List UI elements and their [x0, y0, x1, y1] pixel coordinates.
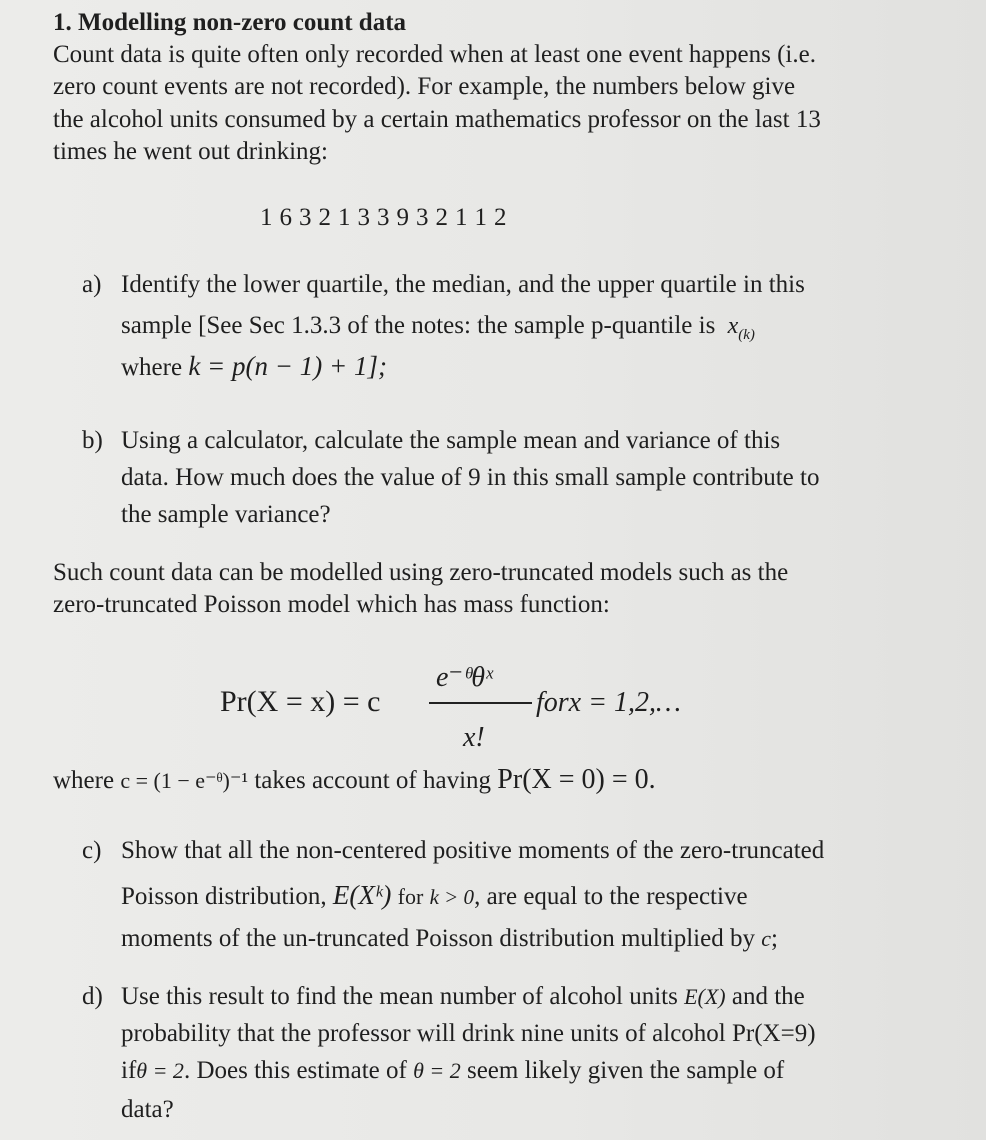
part-c-line-2: [121, 880, 748, 912]
data-value: 1: [338, 204, 351, 231]
fraction-bar: [429, 702, 532, 704]
intro-line-3: the alcohol units consumed by a certain mathematics professor on the last 13: [53, 106, 821, 133]
data-value: 3: [416, 204, 429, 231]
normalizing-constant: c = (1 − e⁻ᶿ)⁻¹: [120, 768, 249, 793]
part-d-line-4: data?: [121, 1096, 174, 1123]
intro-line-2: zero count events are not recorded). For example, the numbers below give: [53, 73, 796, 100]
moment-expression: E(Xᵏ): [332, 880, 392, 910]
part-c-line-1: Show that all the non-centered positive moments of the zero-truncated: [121, 837, 825, 864]
quantile-subscript: (k): [738, 327, 755, 343]
formula-numerator: e⁻ᶿθˣ: [436, 662, 493, 693]
data-value: 1: [455, 204, 468, 231]
part-a-where: where: [121, 354, 183, 381]
data-value: 2: [435, 204, 448, 231]
model-intro-line-2: zero-truncated Poisson model which has mass function:: [53, 591, 610, 618]
part-b-label: b): [82, 427, 103, 454]
part-b-line-1: Using a calculator, calculate the sample mean and variance of this: [121, 427, 781, 454]
quantile-index-formula: k = p(n − 1) + 1];: [188, 351, 387, 381]
data-value: 1: [260, 204, 273, 231]
part-d-line-3-b: . Does this estimate of: [183, 1057, 407, 1084]
k-condition: k > 0: [429, 885, 475, 909]
quantile-symbol: x: [727, 313, 739, 339]
where-middle: takes account of having: [254, 767, 492, 794]
part-b-line-3: the sample variance?: [121, 501, 331, 528]
data-value: 3: [377, 204, 390, 231]
part-c-line-2-a: Poisson distribution,: [121, 883, 327, 910]
data-value: 3: [357, 204, 370, 231]
part-d-line-3-a: if: [121, 1057, 137, 1084]
data-value: 6: [279, 204, 292, 231]
part-d-line-1-b: and the: [731, 983, 805, 1010]
part-d-label: d): [82, 983, 103, 1010]
part-a-line-2-text: sample [See Sec 1.3.3 of the notes: the sample p-quantile is: [121, 312, 716, 339]
where-line: [53, 765, 656, 796]
data-value: 9: [396, 204, 409, 231]
part-a-line-2: [121, 311, 755, 350]
part-c-line-3-b: ;: [771, 925, 778, 952]
part-a-label: a): [82, 271, 102, 298]
intro-line-1: Count data is quite often only recorded when at least one event happens (i.e.: [53, 41, 816, 68]
part-c-label: c): [82, 837, 102, 864]
part-d-line-1-a: Use this result to find the mean number of alcohol units: [121, 983, 678, 1010]
intro-line-4: times he went out drinking:: [53, 138, 328, 165]
part-a-line-3: [121, 351, 387, 383]
part-d-line-2: probability that the professor will drink nine units of alcohol Pr(X=9): [121, 1020, 816, 1047]
expected-value: E(X): [684, 984, 726, 1009]
formula-lhs: Pr(X = x) = c: [220, 685, 381, 718]
theta-value: θ = 2: [136, 1058, 184, 1083]
formula-denominator: x!: [463, 722, 485, 753]
section-title: 1. Modelling non-zero count data: [53, 9, 407, 36]
data-value: 2: [494, 204, 507, 231]
part-a-line-1: Identify the lower quartile, the median, and the upper quartile in this: [121, 271, 805, 298]
part-d-line-3: [121, 1056, 784, 1086]
part-c-line-3-a: moments of the un-truncated Poisson distribution multiplied by: [121, 925, 755, 952]
part-c-line-2-c: , are equal to the respective: [474, 883, 748, 910]
data-values-row: [260, 204, 514, 232]
part-d-line-3-c: seem likely given the sample of: [466, 1057, 785, 1084]
where-prefix: where: [53, 767, 115, 794]
formula-rhs: forx = 1,2,…: [536, 687, 681, 718]
part-b-line-2: data. How much does the value of 9 in this small sample contribute to: [121, 464, 820, 491]
constant-c: c: [761, 926, 771, 951]
data-value: 3: [299, 204, 312, 231]
part-c-line-2-b: for: [397, 884, 424, 909]
model-intro-line-1: Such count data can be modelled using zero-truncated models such as the: [53, 559, 789, 586]
data-value: 2: [318, 204, 331, 231]
zero-probability: Pr(X = 0) = 0.: [497, 764, 656, 795]
part-d-line-1: [121, 982, 805, 1012]
theta-value-2: θ = 2: [413, 1058, 461, 1083]
data-value: 1: [474, 204, 487, 231]
part-c-line-3: [121, 924, 778, 954]
